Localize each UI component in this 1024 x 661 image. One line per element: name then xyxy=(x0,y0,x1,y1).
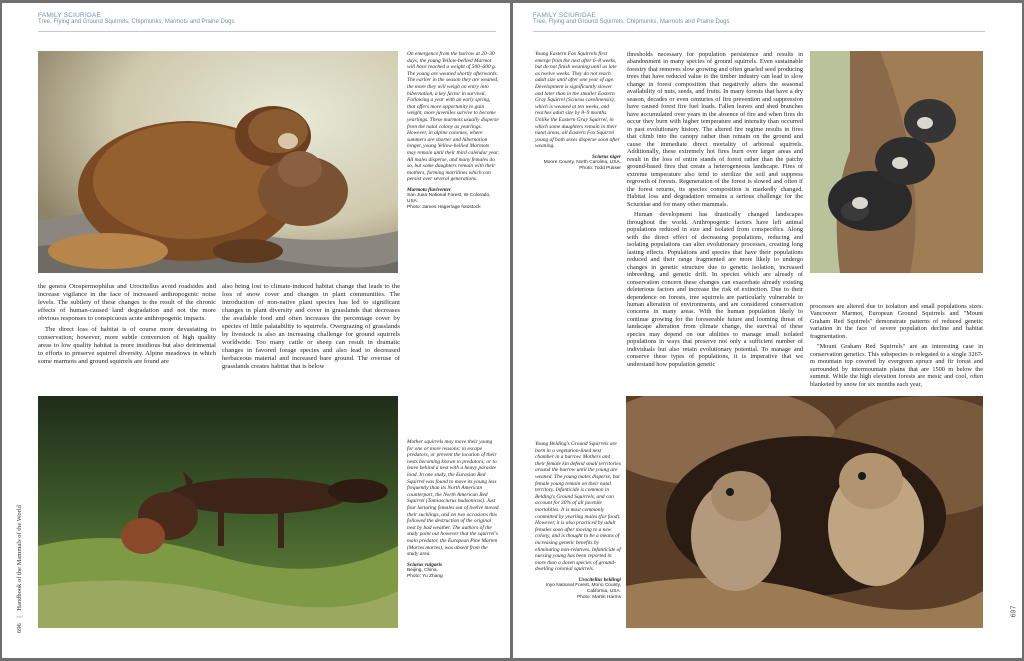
red-squirrel-caption xyxy=(407,439,499,580)
red-squirrel-species-name: Sciurus vulgaris xyxy=(407,561,443,568)
right-page xyxy=(513,3,1022,658)
marmot-caption-text: On emergence from the burrow at 20–30 days, the young Yellow-bellied Marmot will have reached a weight of 500–600 g. The young are weaned shortly afterwards. The earlier in the season they are weaned, the more they will weigh on entry into hibernation, a key factor in survival. Following a year with an early spring, that offers more opportunity to gain weight, more juveniles survive to become yearlings. These marmots usually disperse from the natal colony as yearlings. However, in alpine colonies, where summers are shorter and hibernation longer, young Yellow-bellied Marmots may remain until their third calendar year. All males disperse, and many females do so, but some daughters remain with their mothers, forming matrilines which can persist over several generations. xyxy=(407,51,499,183)
belding-credit xyxy=(535,577,621,601)
right-body-paragraph: processes are altered due to isolation and small populations sizes. Vancouver Marmot, European Ground Squirrels and "Mount Graham Red Squirrels" demonstrate patterns of reduced genetic variation in the face of severe population decline and habitat fragmentation. xyxy=(810,303,983,340)
right-body-paragraph: "Mount Graham Red Squirrels" are an interesting case in conservation genetics. This subspecies is relegated to a single 3267-m mountain top covered by evergreen spruce and fir forest and surrounded by intermountain plains that are 1500 m below the summit. While the high elevation forests are mesic and cool, often blanketed by snow for six months each year, xyxy=(810,343,983,388)
fox-squirrel-caption xyxy=(535,51,621,172)
marmot-photo-credit: Photo: James Hager/age fotostock xyxy=(407,205,481,211)
right-body-column-2 xyxy=(810,303,983,391)
fox-squirrel-caption-text: Young Eastern Fox Squirrels first emerge from the nest after 6–8 weeks, but do not finish weaning until as late as twelve weeks. They do not reach adult size until after one year of age. Development is significantly slower and later than in the smaller Eastern Gray Squirrel (Sciurus carolinensis), which is weaned at ten weeks, and reaches adult size by 8–9 months. Unlike the Eastern Gray Squirrel, in which some daughters remain in their natal areas, all Eastern Fox Squirrel young of both sexes disperse soon after weaning. xyxy=(535,51,620,150)
right-running-header xyxy=(533,12,730,26)
right-body-paragraph: Human development has drastically changed landscapes throughout the world. Anthropogenic factors have left animal populations reduced in size and isolated from conspecifics. Along with the direct effect of decreasing populations, reducing and isolating populations can alter evolutionary processes, creating long lasting effects. Populations and species that have their populations reduced and their range fragmented are more likely to undergo changes in genetic structure due to genetic isolation, increased inbreeding, and genetic drift. In species which are already of conservation concern these changes can exacerbate already existing deleterious factors and increase the risk of extinction. Due to their dependence on forests, tree squirrels are particularly vulnerable to human alteration of environments, and are considered conservation concerns in many areas. With the human population likely to continue growing for the foreseeable future and looming threat of landscape alteration from climate change, the survival of these species may depend on our abilities to manage small isolated populations in ways that preserve not only a sufficient number of individuals but also retain evolutionary potential. To manage and conserve these types of populations, it is imperative that we understand how population genetic xyxy=(627,211,803,368)
fox-squirrel-photo xyxy=(810,51,983,273)
left-body-paragraph: also being lost to climate-induced habitat change that leads to the loss of snow cover and changes in plant communities. The introduction of non-native plant species has led to significant changes in plant diversity and cover in grasslands that decreases the available food and often increases the percentage cover by species of little palatability to squirrels. Overgrazing of grasslands by livestock is also an increasing challenge for ground squirrels worldwide. Too many cattle or sheep can result in dramatic changes in favored forage species and also lead to decreased herbaceous material and increased bare ground. The overuse of grasslands creates habitat that is below xyxy=(222,283,400,371)
left-subtitle-header: Tree, Flying and Ground Squirrels, Chipmunks, Marmots and Prairie Dogs xyxy=(38,19,235,26)
left-page xyxy=(2,3,510,658)
left-running-header xyxy=(38,12,235,26)
red-squirrel-location: Beijing, China. xyxy=(407,568,438,574)
belding-caption-text: Young Belding's Ground Squirrels are born in a vegetation-lined nest chamber in a burrow. Mothers and their female kin defend small territories around the burrow until the young are weaned. The young males disperse, but female young remain on their natal territory. Infanticide is common in Belding's Ground Squirrels, and can account for 30% of all juvenile mortalities. It is most commonly committed by yearling males (for food). However, it is also practiced by adult females soon after moving to a new colony, and is thought to be a means of increasing genetic benefits by eliminating non-relatives. Infanticide of nursing young has been reported in more than a dozen species of ground-dwelling colonial squirrels. xyxy=(535,441,621,573)
right-subtitle-header: Tree, Flying and Ground Squirrels, Chipmunks, Marmots and Prairie Dogs xyxy=(533,19,730,26)
right-body-column-1 xyxy=(627,51,803,371)
belding-location: Inyo National Forest, Mono County, California, USA. xyxy=(545,583,621,595)
right-body-paragraph: thresholds necessary for population persistence and results in abandonment in many species of ground squirrels. Even sustainable forestry that removes slow growing and often gnarled seed producing trees that have reduced value to the timber industry can lead to slow change in forest composition that negatively alters the seasonal availability of nuts, seeds, and fruits. In many forests that have a dry season, decades or even centuries of fire prevention and suppression have caused forest fire fuel loads. Fallen leaves and shed branches have accumulated over years in the absence of fire and when fires do occur they burn with higher temperature and intensity than occurred in past evolutionary history. The altered fire regime results in fires that climb into the canopy rather than remain on the ground and cause the immediate direct mortality of arboreal squirrels. Additionally, these extremely hot fires burn over larger areas and result in the loss of entire stands of forest rather than the patchy ground-based fires that create a heterogeneous landscape. Fires of extreme temperature also tend to sterilize the soil and suppress regrowth of forests. Regeneration of the forest is slowed and often if the forest returns, its species composition is markedly changed. Habitat loss and degradation remains a serious challenge for the Sciuridae and for many other mammals. xyxy=(627,51,803,208)
red-squirrel-photo xyxy=(38,396,398,628)
left-page-side-label: 696 | Handbook of the Mammals of the World xyxy=(16,505,23,633)
right-header-rule xyxy=(533,31,985,32)
handbook-title: Handbook of the Mammals of the World xyxy=(16,505,23,611)
left-body-column-1 xyxy=(38,283,216,369)
left-family-header: FAMILY SCIURIDAE xyxy=(38,12,101,19)
belding-caption xyxy=(535,441,621,601)
fox-squirrel-credit xyxy=(535,154,621,172)
belding-photo-credit: Photo: Martin Harms xyxy=(577,595,621,601)
marmot-caption xyxy=(407,51,499,211)
left-body-paragraph: the genera Otospermophilus and Urocitellus avoid roadsides and increase vigilance in the face of increased anthropogenic noise levels. The subtlety of these changes is the result of the chronic effects of human-caused land degradation and not the more obvious responses to conspicuous acute anthropogenic impacts. xyxy=(38,283,216,323)
marmot-location: San Juan National Forest, W Colorado, USA. xyxy=(407,193,491,205)
belding-ground-squirrel-photo xyxy=(626,396,983,628)
red-squirrel-caption-text: Mother squirrels may move their young for one or more reasons: to escape predators, or prevent the location of their nests becoming known to predators; or to leave behind a nest with a heavy parasite load. In one study, the Eurasian Red Squirrel was found to move its young less frequently than its North American counterpart, the North American Red Squirrel (Tamiasciurus hudsonicus). Just four lactating females out of twelve moved their sucklings, and on two occasions this followed the destruction of the original nest by bad weather. The authors of the study point out however that the squirrel's main predator, the European Pine Marten (Martes martes), was absent from the study area. xyxy=(407,439,499,558)
red-squirrel-credit xyxy=(407,562,499,580)
fox-squirrel-photo-credit: Photo: Todd Pusser xyxy=(579,166,621,172)
fox-squirrel-species-name: Sciurus niger xyxy=(592,153,621,160)
marmot-credit xyxy=(407,187,499,211)
right-family-header: FAMILY SCIURIDAE xyxy=(533,12,596,19)
marmot-photo xyxy=(38,51,398,273)
left-page-number: 696 xyxy=(16,623,23,633)
fox-squirrel-location: Moore County, North Carolina, USA. xyxy=(543,160,621,166)
left-header-rule xyxy=(38,31,496,32)
right-page-number: 697 xyxy=(1010,605,1018,618)
belding-species-name: Urocitellus beldingi xyxy=(578,576,621,583)
red-squirrel-photo-credit: Photo: Yu Zhang xyxy=(407,574,443,580)
marmot-species-name: Marmota flaviventer xyxy=(407,186,451,193)
left-body-column-2 xyxy=(222,283,400,374)
left-body-paragraph: The direct loss of habitat is of course more devastating to conservation; however, more subtle conversion of high quality areas to low quality habitat is more insidious but also detrimental to efforts to preserve squirrel diversity. Alpine meadows in which some marmots and ground squirrels are found are xyxy=(38,326,216,366)
